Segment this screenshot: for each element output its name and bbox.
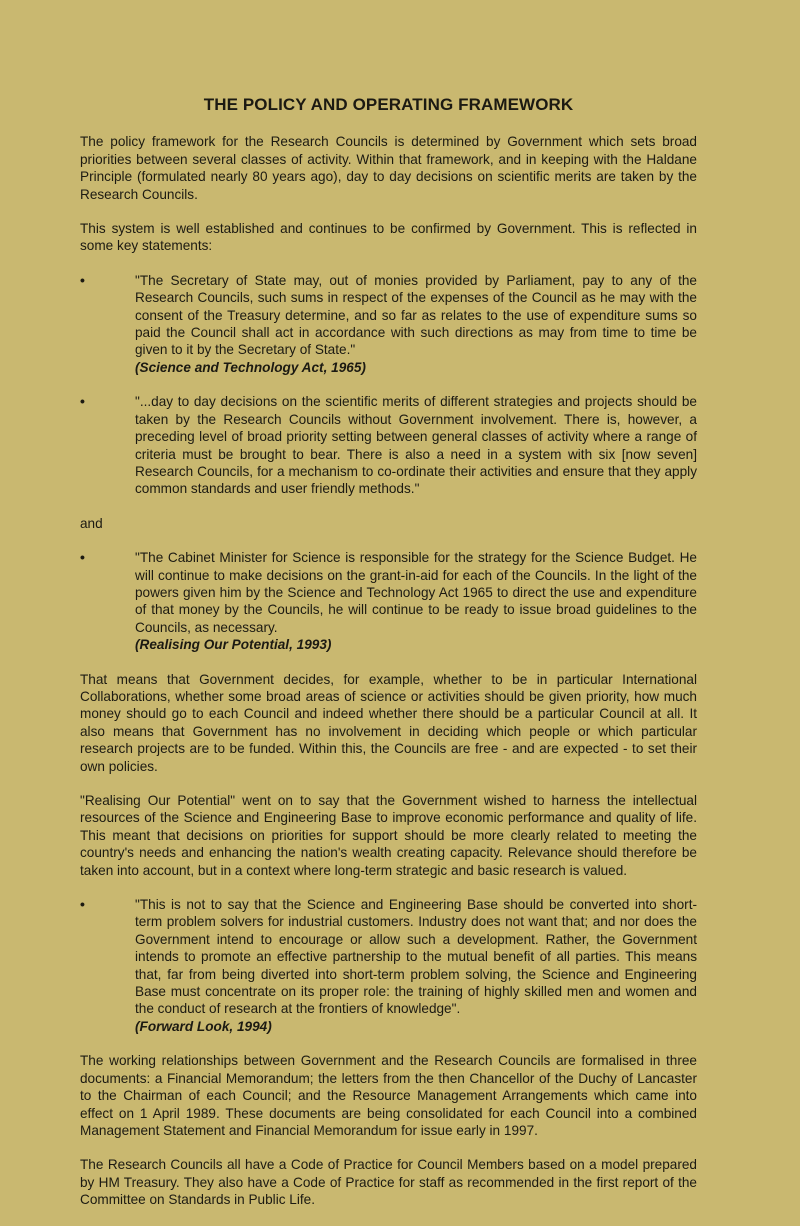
document-page [80, 96, 697, 1226]
bullet-quote-cabinet-minister [80, 549, 697, 653]
bullet-quote-text: "...day to day decisions on the scientific merits of different strategies and projects should be taken by the Research Councils without Government involvement. There is, however, a preceding level of broad priority setting between general classes of activity where a range of criteria must be brought to bear. There is also a need in a system with six [now seven] Research Councils, for a mechanism to co-ordinate their activities and ensure that they apply common standards and user friendly methods." [135, 394, 697, 497]
bullet-quote-day-to-day-decisions [80, 393, 697, 497]
paragraph-policy-framework: The policy framework for the Research Councils is determined by Government which sets broad priorities between several classes of activity. Within that framework, and in keeping with the Haldane Principle (formulated nearly 80 years ago), day to day decisions on scientific merits are taken by the Research Councils. [80, 134, 697, 202]
bullet-quote-forward-look [80, 896, 697, 1035]
connector-and: and [80, 515, 103, 531]
paragraph-working-relationships: The working relationships between Government and the Research Councils are formalised in three documents: a Financial Memorandum; the letters from the then Chancellor of the Duchy of Lancaster to the Chairman of each Council; and the Resource Management Arrangements which came into effect on 1 April 1989. These documents are being consolidated for each Council into a combined Management Statement and Financial Memorandum for issue early in 1997. [80, 1053, 697, 1138]
bullet-citation: (Forward Look, 1994) [135, 1018, 272, 1034]
bullet-quote-text: "The Cabinet Minister for Science is responsible for the strategy for the Science Budget. He will continue to make decisions on the grant-in-aid for each of the Councils. In the light of the powers given him by the Science and Technology Act 1965 to direct the use and expenditure of that money by the Councils, he will continue to be ready to issue broad guidelines to the Councils, as necessary. [135, 550, 697, 635]
bullet-citation: (Realising Our Potential, 1993) [135, 637, 332, 653]
bullet-marker: • [80, 271, 85, 288]
bullet-quote-secretary-of-state [80, 272, 697, 376]
bullet-quote-text: "This is not to say that the Science and Engineering Base should be converted into short-term problem solvers for industrial customers. Industry does not want that; and nor does the Government intend to encourage or allow such a development. Rather, the Government intends to promote an effective partnership to the mutual benefit of all parties. This means that, far from being diverted into short-term problem solving, the Science and Engineering Base must concentrate on its proper role: the training of highly skilled men and women and the conduct of research at the frontiers of knowledge". [135, 897, 697, 1017]
bullet-marker: • [80, 393, 85, 410]
paragraph-code-of-practice: The Research Councils all have a Code of Practice for Council Members based on a model prepared by HM Treasury. They also have a Code of Practice for staff as recommended in the first report of the Committee on Standards in Public Life. [80, 1157, 697, 1208]
bullet-quote-text: "The Secretary of State may, out of monies provided by Parliament, pay to any of the Research Councils, such sums in respect of the expenses of the Council as he may with the consent of the Treasury determine, and so far as relates to the use of expenditure sums so paid the Council shall act in accordance with such directions as may from time to time be given to it by the Secretary of State." [135, 272, 697, 358]
bullet-marker: • [80, 549, 85, 566]
bullet-citation: (Science and Technology Act, 1965) [135, 359, 366, 375]
bullet-marker: • [80, 896, 85, 913]
paragraph-key-statements-intro: This system is well established and continues to be confirmed by Government. This is reflected in some key statements: [80, 221, 697, 254]
page-title: THE POLICY AND OPERATING FRAMEWORK [203, 95, 574, 114]
paragraph-realising-our-potential: "Realising Our Potential" went on to say that the Government wished to harness the intellectual resources of the Science and Engineering Base to improve economic performance and quality of life. This meant that decisions on priorities for support should be more clearly related to meeting the country's needs and enhancing the nation's wealth creating capacity. Relevance should therefore be taken into account, but in a context where long-term strategic and basic research is valued. [80, 793, 697, 878]
paragraph-government-decides: That means that Government decides, for example, whether to be in particular International Collaborations, whether some broad areas of science or activities should be given priority, how much money should go to each Council and indeed whether there should be a particular Council at all. It also means that Government has no involvement in deciding which people or which particular research projects are to be funded. Within this, the Councils are free - and are expected - to set their own policies. [80, 671, 697, 774]
